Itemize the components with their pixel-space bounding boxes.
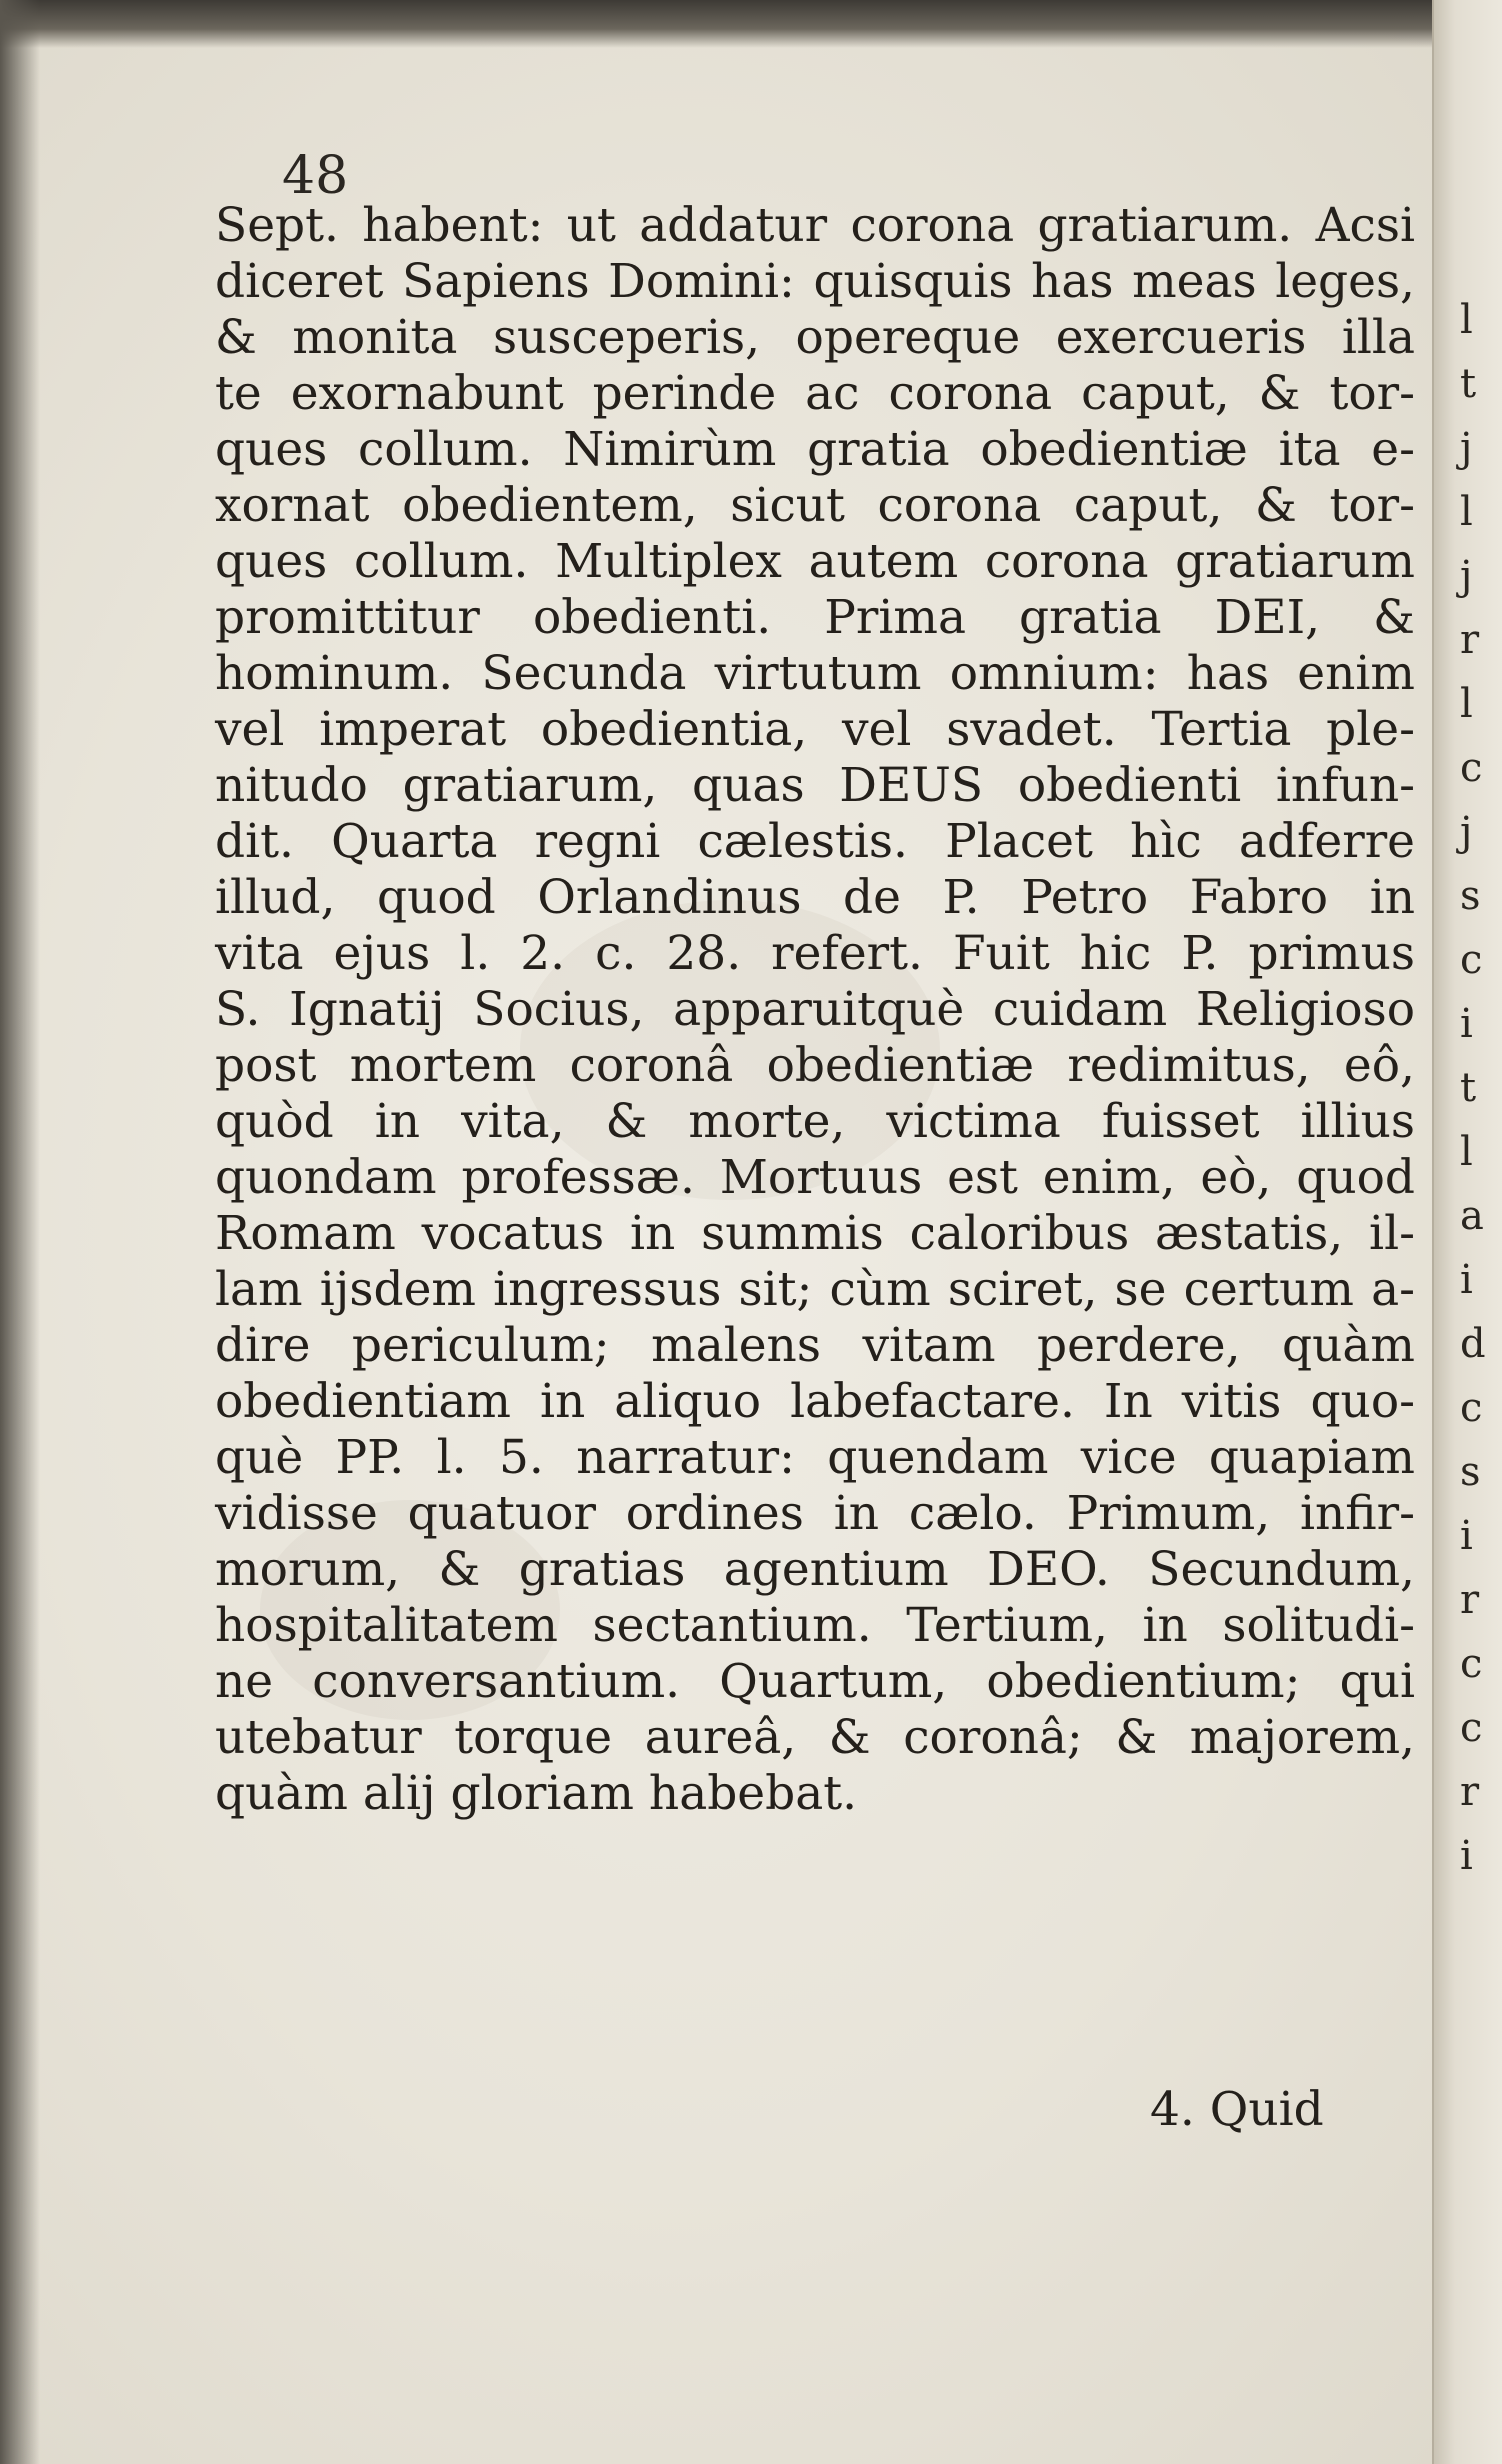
page-number: 48: [282, 146, 349, 206]
text-line: xornat obedientem, sicut corona caput, & tor-: [215, 478, 1415, 533]
text-line: ne conversantium. Quartum, obedientium; qui: [215, 1654, 1415, 1709]
page-top-edge: [0, 0, 1502, 48]
text-line: & monita susceperis, opereque exercueris illa: [215, 310, 1415, 365]
adjacent-page-letter: i: [1460, 1001, 1473, 1047]
text-line: vidisse quatuor ordines in cælo. Primum, infir-: [215, 1486, 1415, 1541]
adjacent-page-letter: j: [1460, 425, 1473, 471]
text-line: Sept. habent: ut addatur corona gratiarum. Acsi: [215, 198, 1415, 253]
text-line: post mortem coronâ obedientiæ redimitus, eô,: [215, 1038, 1415, 1093]
adjacent-page-letter: l: [1460, 681, 1473, 727]
text-line: utebatur torque aureâ, & coronâ; & majorem,: [215, 1710, 1415, 1765]
adjacent-page-letter: s: [1460, 1449, 1481, 1495]
text-line: S. Ignatij Socius, apparuitquè cuidam Religioso: [215, 982, 1415, 1037]
text-line: dire periculum; malens vitam perdere, quàm: [215, 1318, 1415, 1373]
text-line: quàm alij gloriam habebat.: [215, 1766, 858, 1821]
text-line: promittitur obedienti. Prima gratia DEI, &: [215, 590, 1415, 645]
adjacent-page-letter: l: [1460, 1129, 1473, 1175]
text-line: te exornabunt perinde ac corona caput, & tor-: [215, 366, 1415, 421]
adjacent-page-margin: [1432, 0, 1502, 2464]
text-line: hominum. Secunda virtutum omnium: has enim: [215, 646, 1415, 701]
text-line: ques collum. Nimirùm gratia obedientiæ ita e-: [215, 422, 1415, 477]
adjacent-page-letter: r: [1460, 617, 1480, 663]
text-line: quòd in vita, & morte, victima fuisset illius: [215, 1094, 1415, 1149]
text-line: obedientiam in aliquo labefactare. In vitis quo-: [215, 1374, 1415, 1429]
text-line: vel imperat obedientia, vel svadet. Tertia ple-: [215, 702, 1415, 757]
text-line: diceret Sapiens Domini: quisquis has meas leges,: [215, 254, 1415, 309]
body-text: [215, 198, 1415, 1822]
page-left-edge: [0, 0, 40, 2464]
adjacent-page-letter: c: [1460, 937, 1483, 983]
adjacent-page-letter: s: [1460, 873, 1481, 919]
adjacent-page-letter: r: [1460, 1577, 1480, 1623]
adjacent-page-letter: d: [1460, 1321, 1486, 1367]
catchword: 4. Quid: [1150, 2082, 1324, 2137]
adjacent-page-letter: c: [1460, 1705, 1483, 1751]
adjacent-page-letter: c: [1460, 1641, 1483, 1687]
adjacent-page-letter: t: [1460, 361, 1477, 407]
text-line: quondam professæ. Mortuus est enim, eò, quod: [215, 1150, 1415, 1205]
adjacent-page-letter: t: [1460, 1065, 1477, 1111]
text-line: vita ejus l. 2. c. 28. refert. Fuit hic P. primus: [215, 926, 1415, 981]
text-line: ques collum. Multiplex autem corona gratiarum: [215, 534, 1415, 589]
adjacent-page-letter: l: [1460, 297, 1473, 343]
adjacent-page-letter: i: [1460, 1833, 1473, 1879]
adjacent-page-letter: c: [1460, 1385, 1483, 1431]
adjacent-page-letter: a: [1460, 1193, 1484, 1239]
text-line: dit. Quarta regni cælestis. Placet hìc adferre: [215, 814, 1415, 869]
adjacent-page-letter: c: [1460, 745, 1483, 791]
adjacent-page-letter: j: [1460, 809, 1473, 855]
adjacent-page-letter: l: [1460, 489, 1473, 535]
text-line: hospitalitatem sectantium. Tertium, in solitudi-: [215, 1598, 1415, 1653]
text-line: lam ijsdem ingressus sit; cùm sciret, se certum a-: [215, 1262, 1415, 1317]
text-line: Romam vocatus in summis caloribus æstatis, il-: [215, 1206, 1415, 1261]
text-line: què PP. l. 5. narratur: quendam vice quapiam: [215, 1430, 1415, 1485]
adjacent-page-letter: r: [1460, 1769, 1480, 1815]
text-line: morum, & gratias agentium DEO. Secundum,: [215, 1542, 1415, 1597]
text-line: illud, quod Orlandinus de P. Petro Fabro in: [215, 870, 1415, 925]
adjacent-page-letter: i: [1460, 1513, 1473, 1559]
text-line: nitudo gratiarum, quas DEUS obedienti infun-: [215, 758, 1415, 813]
adjacent-page-letter: j: [1460, 553, 1473, 599]
adjacent-page-letter: i: [1460, 1257, 1473, 1303]
